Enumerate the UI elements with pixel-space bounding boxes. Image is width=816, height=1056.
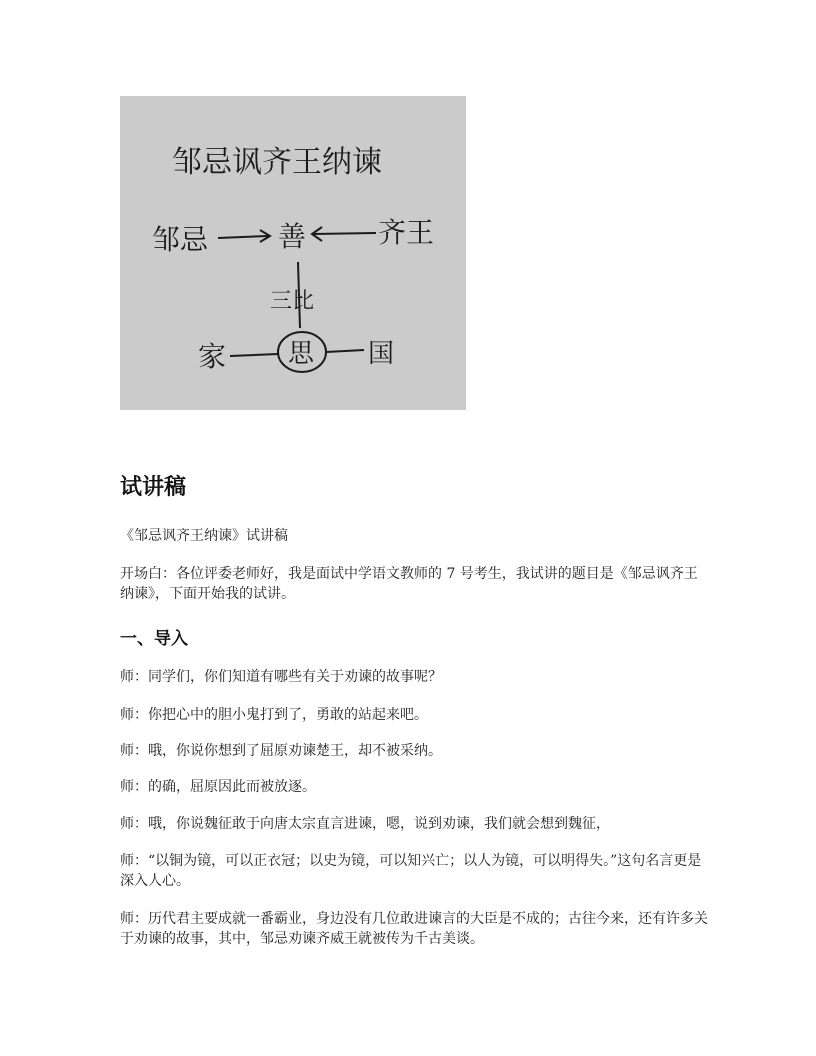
dialogue-paragraph: 师：哦，你说魏征敢于向唐太宗直言进谏，嗯，说到劝谏，我们就会想到魏征， [120,816,610,832]
diagram-title: 邹忌讽齐王纳谏 [172,145,382,180]
diagram-center-label: 善 [278,220,307,253]
handwritten-diagram-photo [120,96,466,410]
diagram-bottom-right: 国 [368,339,395,369]
doc-subtitle: 《邹忌讽齐王纳谏》试讲稿 [120,528,288,544]
section-heading-intro: 一、导入 [120,629,188,649]
opening-paragraph: 开场白：各位评委老师好，我是面试中学语文教师的 7 号考生，我试讲的题目是《邹忌讽齐王纳谏》，下面开始我的试讲。 [120,566,698,602]
diagram-middle-label: 三比 [270,289,315,314]
arrow-right-line [312,233,376,234]
diagram-right-label: 齐王 [378,216,435,249]
dialogue-paragraph: 师：“以铜为镜，可以正衣冠；以史为镜，可以知兴亡；以人为镜，可以明得失。”这句名言更是深入人心。 [120,853,702,889]
dialogue-paragraph: 师：的确，屈原因此而被放逐。 [120,779,316,795]
page-heading: 试讲稿 [120,475,187,500]
diagram-left-label: 邹忌 [152,223,209,256]
diagram-svg [120,96,466,410]
dialogue-paragraph: 师：你把心中的胆小鬼打到了，勇敢的站起来吧。 [120,707,428,723]
dialogue-paragraph: 师：同学们，你们知道有哪些有关于劝谏的故事呢？ [120,669,442,685]
dialogue-paragraph: 师：哦，你说你想到了屈原劝谏楚王，却不被采纳。 [120,743,442,759]
dialogue-paragraph: 师：历代君主要成就一番霸业，身边没有几位敢进谏言的大臣是不成的；古往今来，还有许多关于劝谏的故事，其中，邹忌劝谏齐威王就被传为千古美谈。 [120,911,708,947]
diagram-bottom-center: 思 [288,339,315,369]
diagram-bottom-left: 家 [198,340,227,373]
